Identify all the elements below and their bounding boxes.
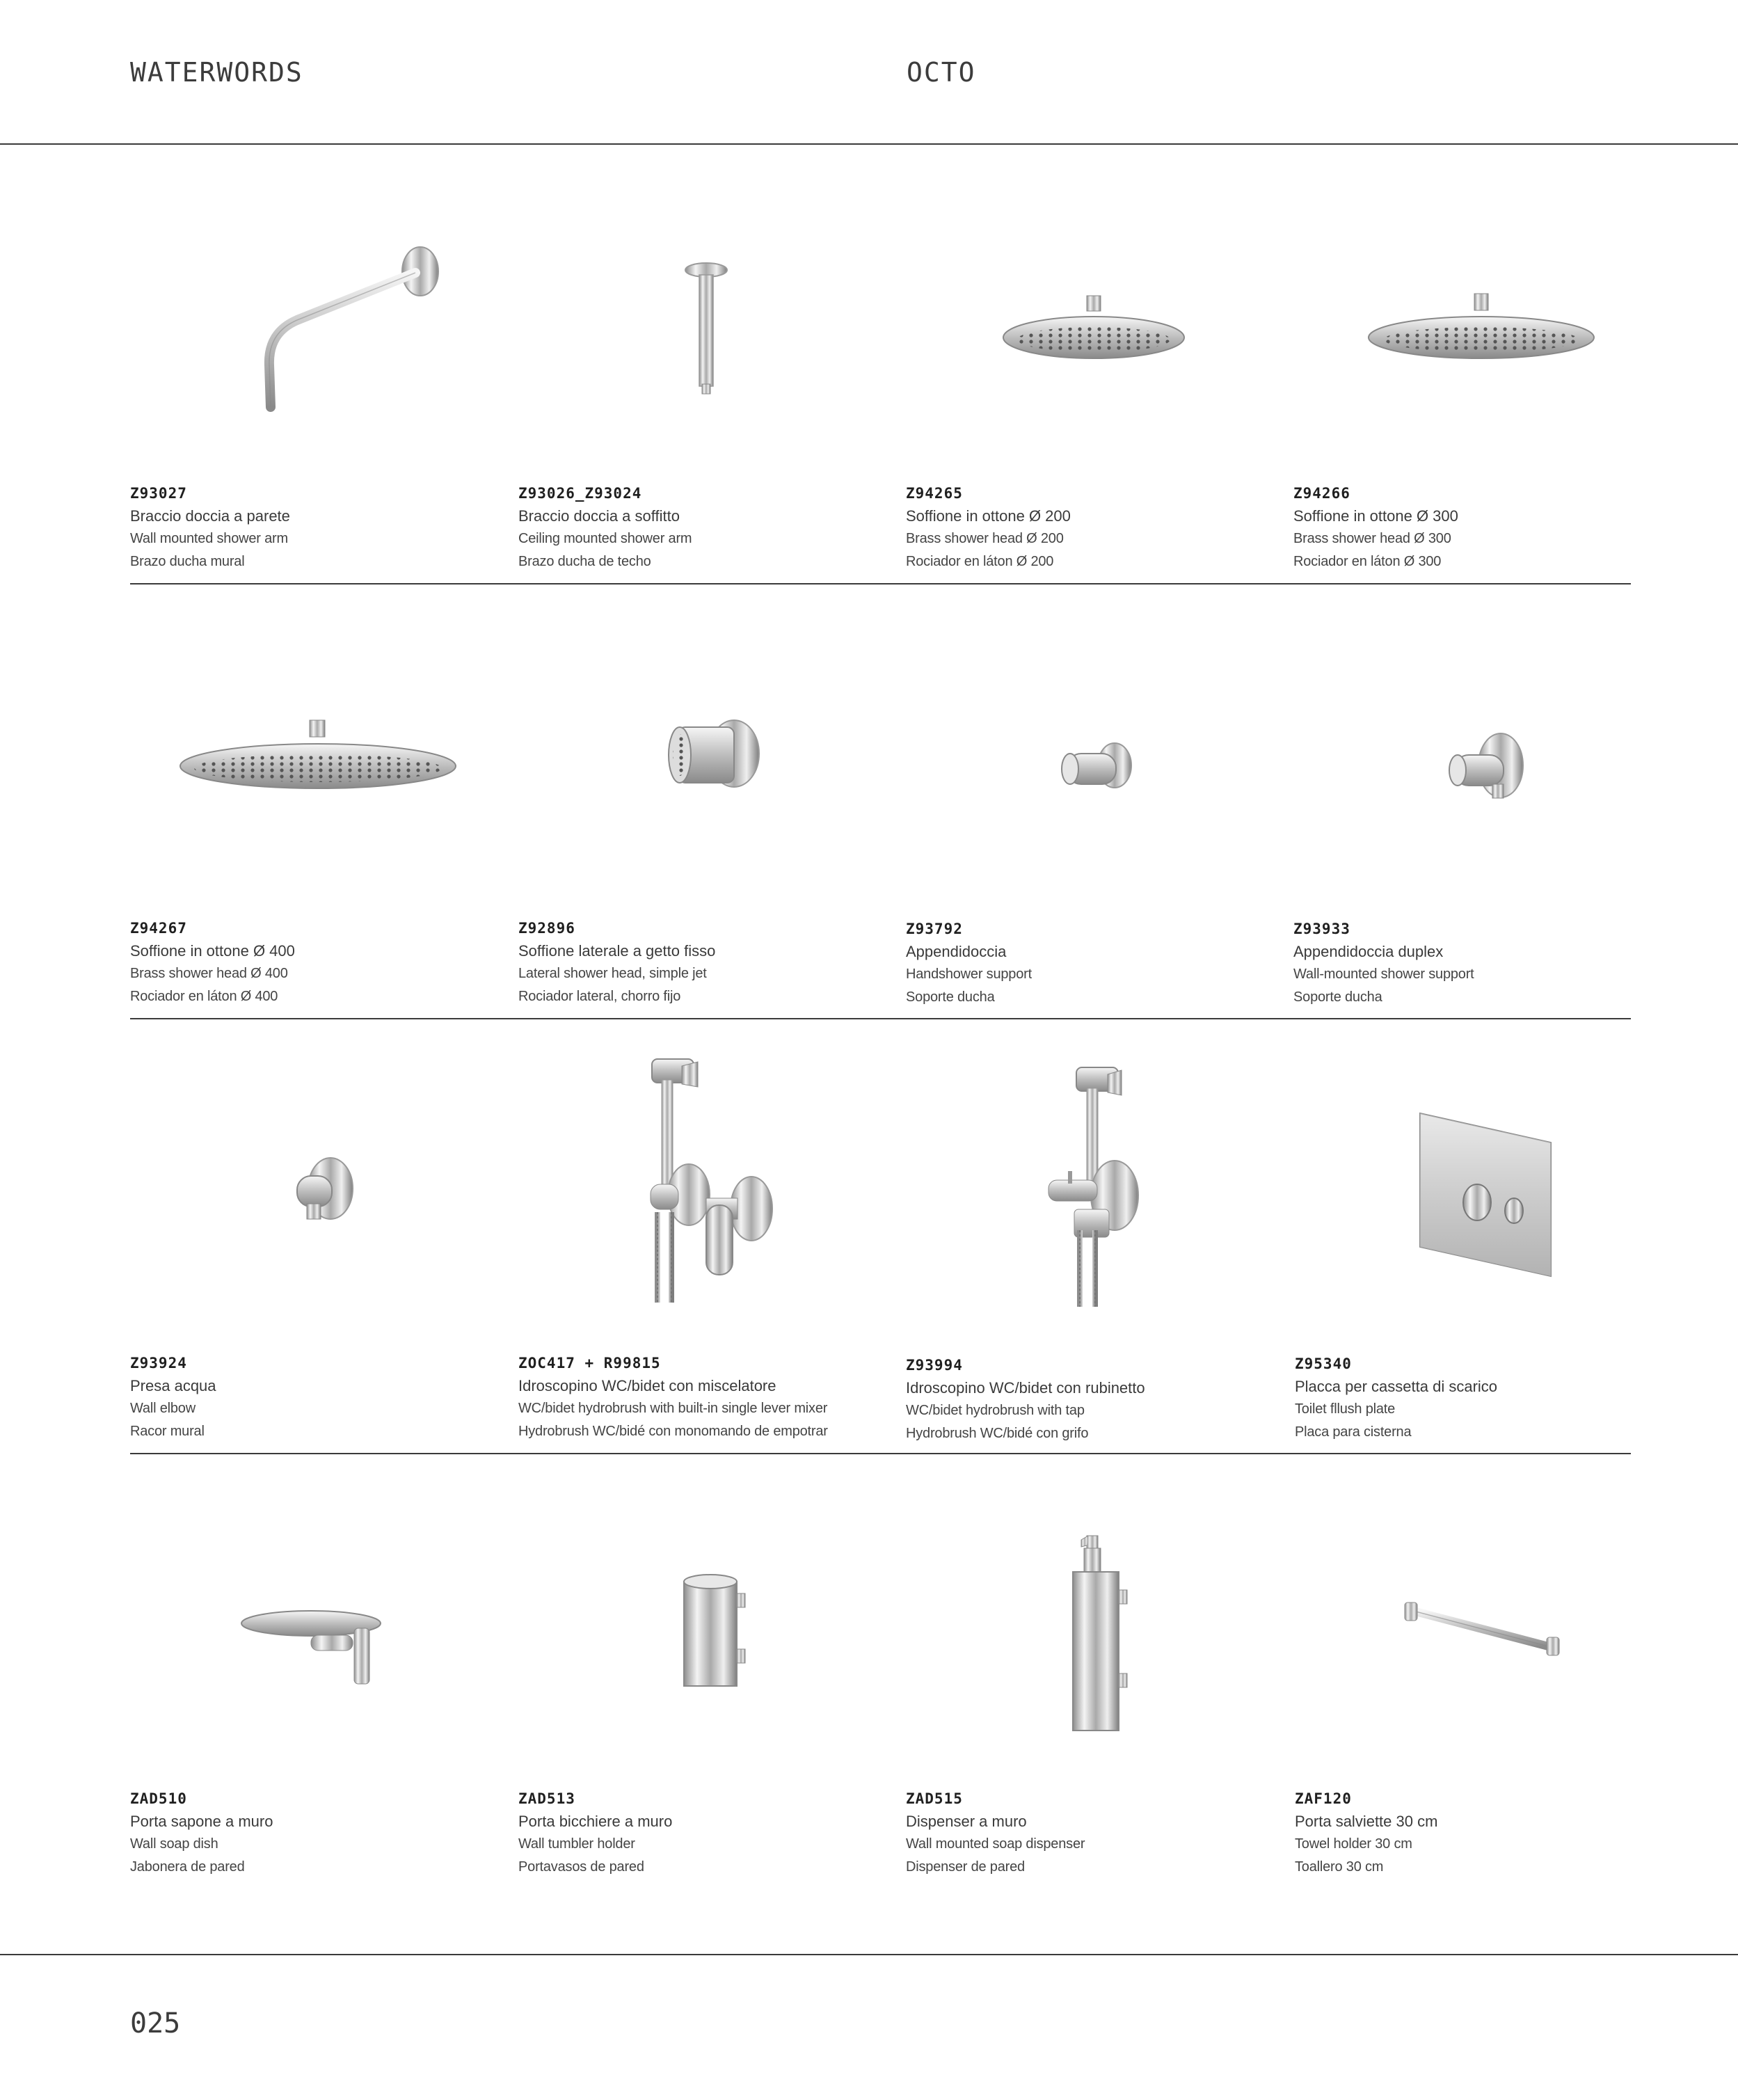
product-code: Z93026_Z93024 [518,485,642,502]
product-name-en: WC/bidet hydrobrush with tap [906,1403,1085,1418]
product-name-it: Idroscopino WC/bidet con rubinetto [906,1379,1145,1397]
product-name-it: Soffione laterale a getto fisso [518,942,716,960]
product-code: Z93027 [130,485,187,502]
product-code: Z94267 [130,920,187,937]
product-name-en: Towel holder 30 cm [1295,1836,1412,1852]
product-name-it: Braccio doccia a parete [130,507,290,525]
product-code: ZAD510 [130,1790,187,1807]
product-name-es: Racor mural [130,1424,205,1439]
product-name-it: Soffione in ottone Ø 300 [1293,507,1458,525]
header-divider [0,143,1738,145]
hydrobrush-mixer-icon [518,1065,894,1315]
product-code: ZOC417 + R99815 [518,1355,661,1371]
product-name-es: Brazo ducha mural [130,554,245,569]
product-name-en: Wall-mounted shower support [1293,967,1474,982]
product-code: ZAD515 [906,1790,963,1807]
product-name-es: Rociador en láton Ø 300 [1293,554,1442,569]
product-name-es: Placa para cisterna [1295,1424,1412,1440]
page-number: 025 [130,2007,181,2039]
product-name-it: Porta salviette 30 cm [1295,1813,1438,1830]
product-name-en: WC/bidet hydrobrush with built-in single lever mixer [518,1401,828,1416]
product-name-en: Brass shower head Ø 400 [130,966,288,981]
flush-plate-icon [1295,1065,1671,1315]
product-code: Z93933 [1293,921,1350,937]
tumbler-holder-icon [518,1500,894,1750]
towel-holder-icon [1295,1500,1671,1750]
row-divider [130,1018,1631,1019]
shower-head-300-icon [1293,195,1669,445]
product-name-es: Soporte ducha [1293,989,1382,1005]
product-name-en: Wall elbow [130,1401,196,1416]
product-code: Z94265 [906,485,963,502]
lateral-shower-head-icon [518,630,894,880]
product-name-es: Dispenser de pared [906,1859,1025,1875]
shower-head-200-icon [906,195,1282,445]
product-name-it: Idroscopino WC/bidet con miscelatore [518,1377,776,1394]
product-code: ZAF120 [1295,1790,1352,1807]
product-code: Z92896 [518,920,575,937]
product-name-es: Jabonera de pared [130,1859,245,1875]
product-name-en: Wall tumbler holder [518,1836,635,1852]
hydrobrush-tap-icon [906,1065,1282,1315]
product-name-en: Lateral shower head, simple jet [518,966,707,981]
wall-elbow-icon [130,1065,506,1315]
product-code: Z95340 [1295,1355,1352,1372]
row-divider [130,1453,1631,1454]
footer-divider [0,1954,1738,1955]
product-name-it: Presa acqua [130,1377,216,1394]
product-name-en: Brass shower head Ø 300 [1293,531,1451,546]
product-code: ZAD513 [518,1790,575,1807]
product-name-it: Soffione in ottone Ø 400 [130,942,295,960]
brand-name: WATERWORDS [130,57,303,88]
product-name-en: Toilet fllush plate [1295,1401,1396,1417]
product-name-es: Rociador en láton Ø 200 [906,554,1054,569]
soap-dish-icon [130,1500,506,1750]
product-name-it: Porta bicchiere a muro [518,1813,673,1830]
shower-head-400-icon [130,630,506,880]
collection-name: OCTO [907,57,976,88]
product-name-it: Porta sapone a muro [130,1813,273,1830]
product-code: Z94266 [1293,485,1350,502]
product-name-en: Handshower support [906,967,1032,982]
product-name-es: Hydrobrush WC/bidé con monomando de empotrar [518,1424,828,1439]
product-name-es: Portavasos de pared [518,1859,644,1875]
product-name-it: Braccio doccia a soffitto [518,507,680,525]
product-name-es: Rociador en láton Ø 400 [130,989,278,1004]
product-name-es: Rociador lateral, chorro fijo [518,989,681,1004]
ceiling-shower-arm-icon [518,195,894,445]
product-name-en: Wall soap dish [130,1836,218,1852]
product-name-it: Appendidoccia duplex [1293,943,1444,960]
product-name-es: Hydrobrush WC/bidé con grifo [906,1426,1089,1441]
handshower-support-icon [906,630,1282,880]
product-name-en: Wall mounted shower arm [130,531,288,546]
product-code: Z93994 [906,1357,963,1374]
product-name-en: Ceiling mounted shower arm [518,531,692,546]
product-code: Z93924 [130,1355,187,1371]
product-name-es: Soporte ducha [906,989,995,1005]
product-name-es: Brazo ducha de techo [518,554,651,569]
row-divider [130,583,1631,584]
product-name-en: Wall mounted soap dispenser [906,1836,1085,1852]
wall-shower-arm-icon [130,195,506,445]
product-name-en: Brass shower head Ø 200 [906,531,1064,546]
product-name-it: Placca per cassetta di scarico [1295,1378,1498,1395]
duplex-shower-support-icon [1293,630,1669,880]
product-name-it: Dispenser a muro [906,1813,1027,1830]
product-code: Z93792 [906,921,963,937]
product-name-it: Appendidoccia [906,943,1007,960]
product-name-es: Toallero 30 cm [1295,1859,1384,1875]
product-name-it: Soffione in ottone Ø 200 [906,507,1071,525]
soap-dispenser-icon [906,1500,1282,1750]
